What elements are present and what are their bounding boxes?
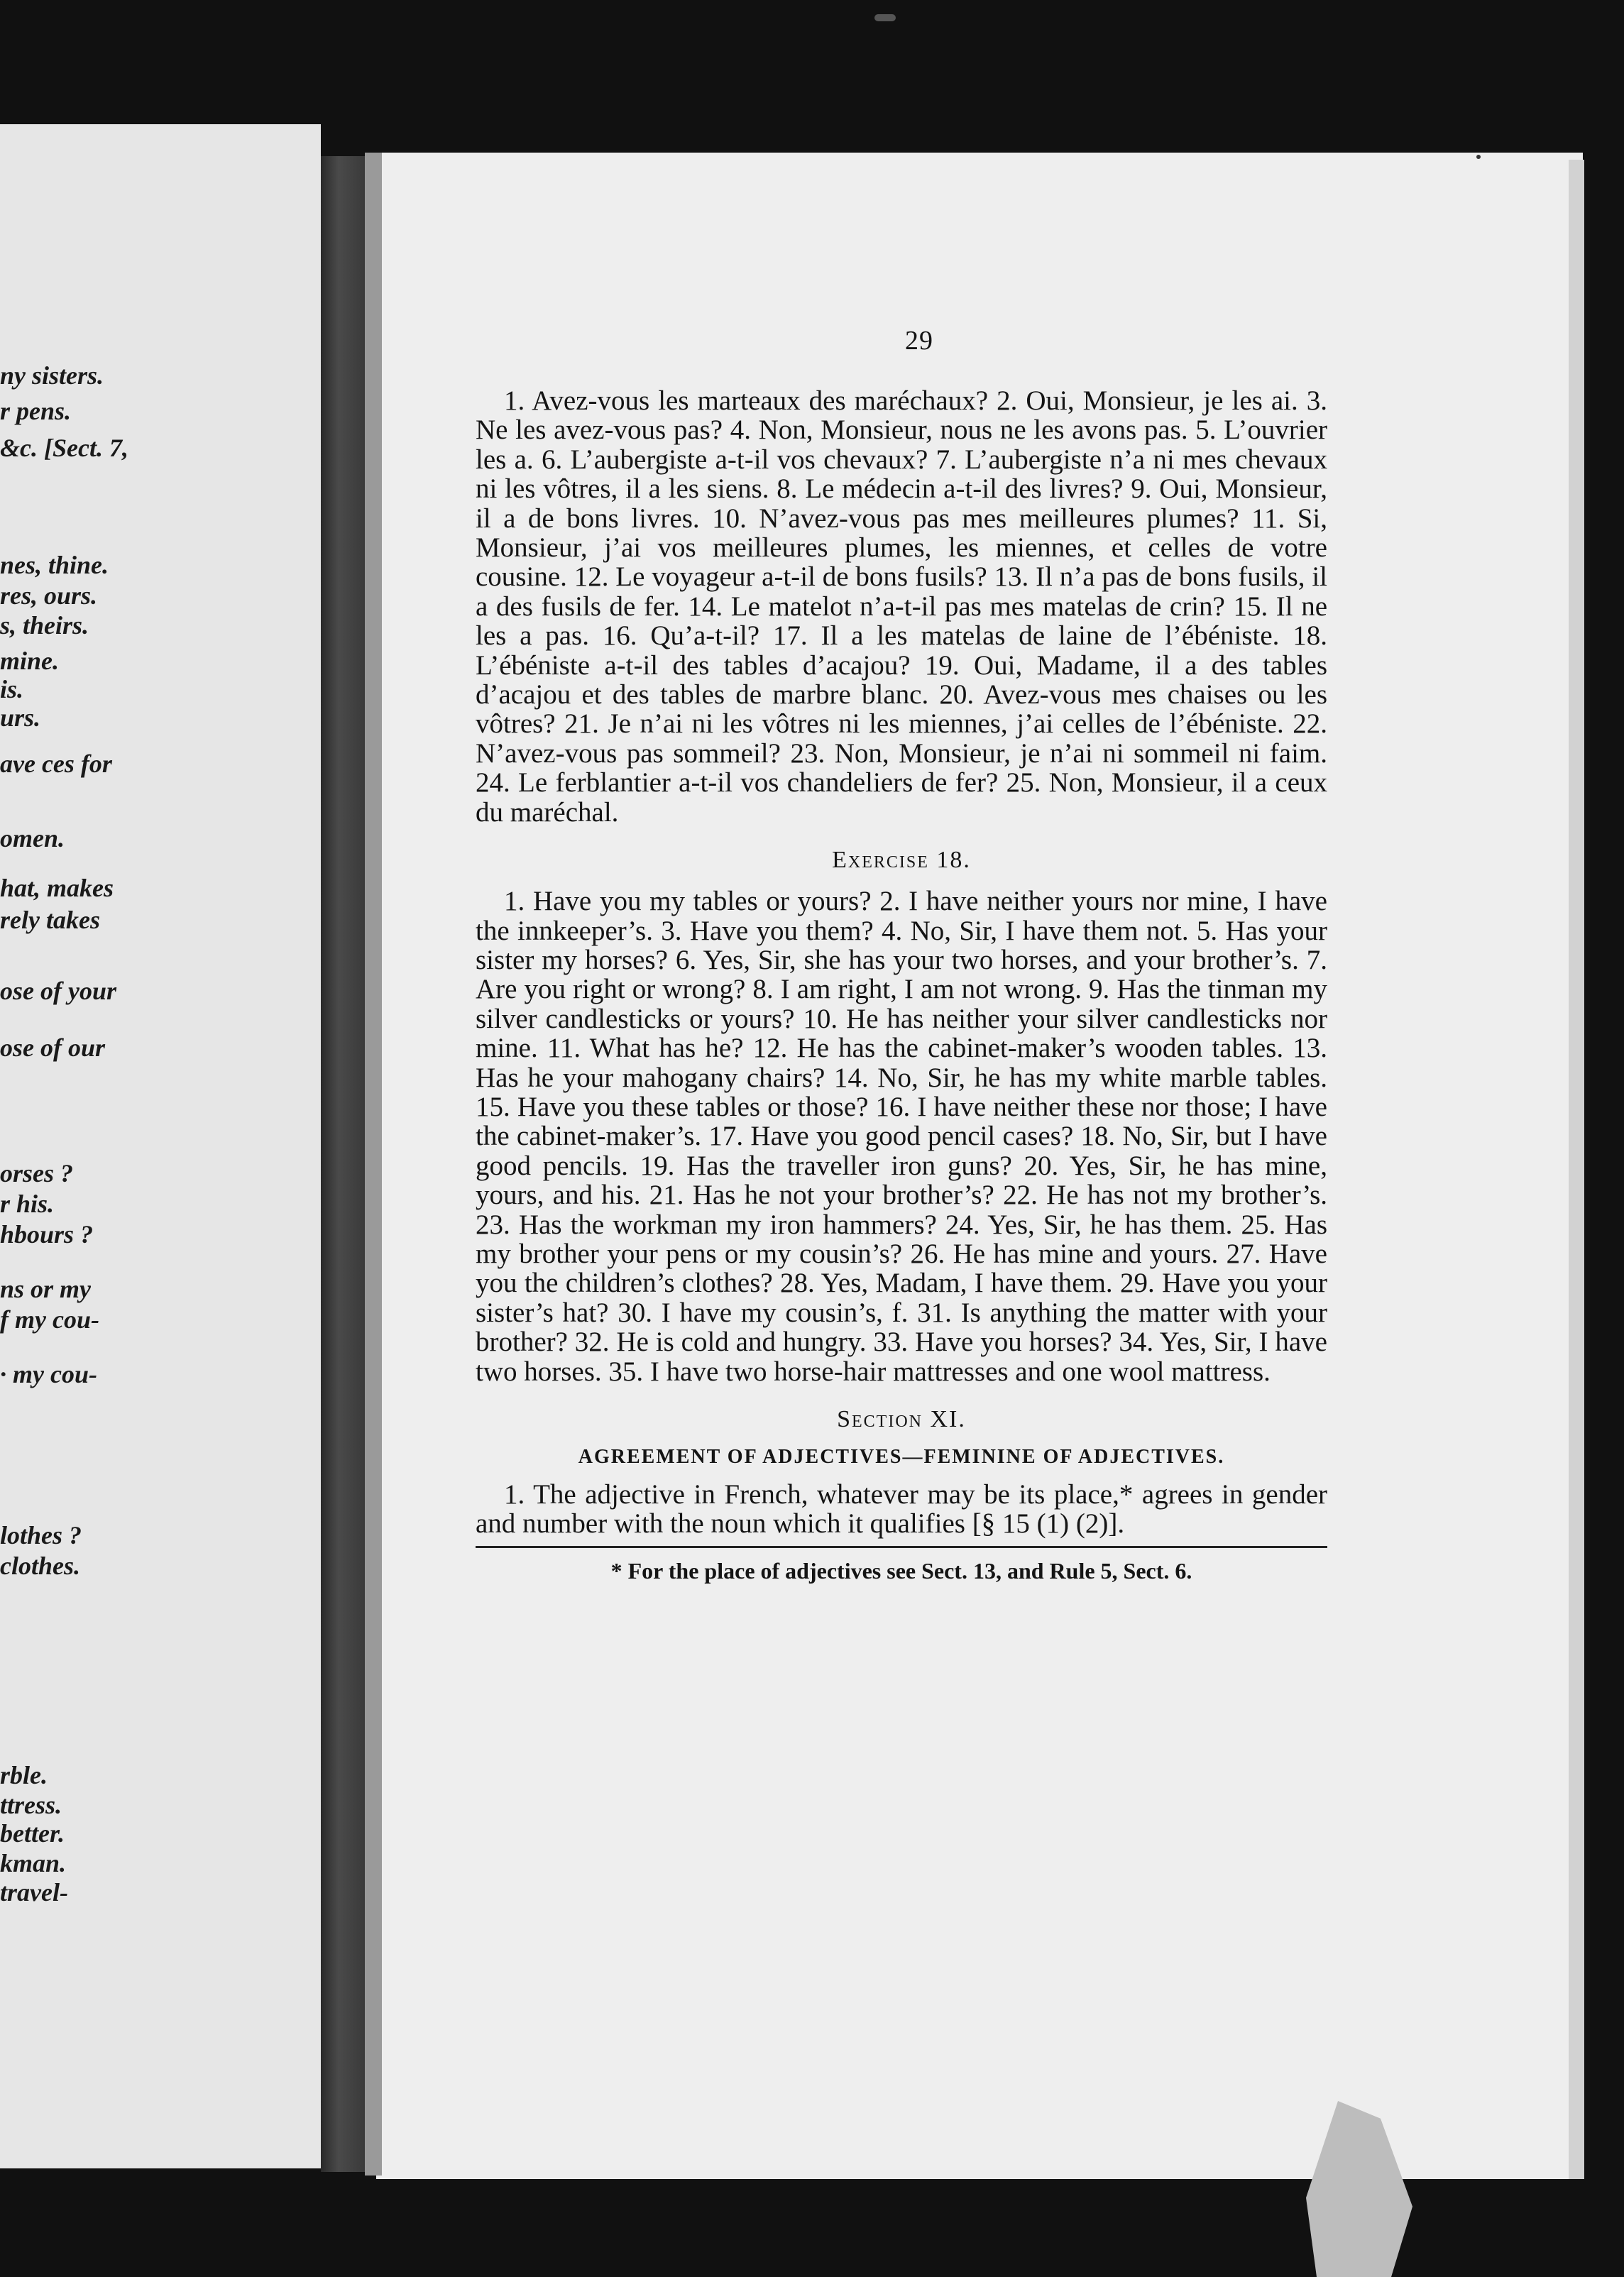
left-page-line: rble. [0,1761,48,1789]
left-page-line: ose of our [0,1033,106,1062]
left-page-line: lothes ? [0,1521,82,1549]
left-page-line: is. [0,675,24,703]
speck [874,14,896,21]
left-page-line: res, ours. [0,581,98,610]
left-page-line: s, theirs. [0,611,89,640]
french-exercise-paragraph: 1. Avez-vous les marteaux des maréchaux? 2. Oui, Monsieur, je les ai. 3. Ne les avez-vous pas? 4. Non, Monsieur, nous ne les avons pas. 5. L’ouvrier les a. 6. L’aubergiste a-t-il vos chevaux? 7. L’aubergiste n’a ni mes chevaux ni les vôtres, il a les siens. 8. Le médecin a-t-il des livres? 9. Oui, Monsieur, il a de bons livres. 10. N’avez-vous pas mes meilleures plumes? 11. Si, Monsieur, j’ai vos meilleures plumes, les miennes, et celles de votre cousine. 12. Le voyageur a-t-il de bons fusils? 13. Il n’a pas de bons fusils, il a des fusils de fer. 14. Le matelot n’a-t-il pas mes matelas de crin? 15. Il ne les a pas. 16. Qu’a-t-il? 17. Il a les matelas de laine de l’ébéniste. 18. L’ébéniste a-t-il des tables d’acajou? 19. Oui, Madame, il a des tables d’acajou et des tables de marbre blanc. 20. Avez-vous mes chaises ou les vôtres? 21. Je n’ai ni les vôtres ni les miennes, j’ai celles de l’ébéniste. 22. N’avez-vous pas sommeil? 23. Non, Monsieur, je n’ai ni sommeil ni faim. 24. Le ferblantier a-t-il vos chandeliers de fer? 25. Non, Monsieur, il a ceux du maréchal. [476,385,1327,828]
left-page-line: orses ? [0,1159,74,1187]
left-page-line: · my cou- [0,1360,97,1388]
left-page-line: ose of your [0,977,116,1005]
exercise-heading: Exercise 18. [832,847,971,874]
left-page-line: nes, thine. [0,551,109,579]
left-page-line: urs. [0,703,41,732]
left-page-line: omen. [0,824,65,852]
left-page-line: ttress. [0,1791,62,1819]
section-paragraph: 1. The adjective in French, whatever may be its place,* agrees in gender and number with the noun which it qualifies [§ 15 (1) (2)]. [476,1479,1327,1540]
left-page-line: mine. [0,647,60,675]
section-subheading: AGREEMENT OF ADJECTIVES—FEMININE OF ADJECTIVES. [578,1446,1225,1468]
left-page-line: ny sisters. [0,361,104,390]
speck [1476,155,1481,159]
left-page-line: r his. [0,1190,55,1218]
left-page-line: hat, makes [0,874,114,902]
footnote: * For the place of adjectives see Sect. 13, and Rule 5, Sect. 6. [610,1557,1192,1584]
left-page-text [0,124,321,2168]
left-page-line: ns or my [0,1275,92,1303]
left-page-line: &c. [Sect. 7, [0,434,128,462]
left-page-line: rely takes [0,906,100,934]
footnote-rule [476,1546,1327,1548]
page-number: 29 [905,326,933,356]
left-page-line: f my cou- [0,1305,99,1334]
left-page-line: clothes. [0,1552,80,1580]
section-heading: Section XI. [837,1406,966,1432]
book-gutter [321,156,365,2172]
page-content [476,325,1327,1584]
left-page-line: better. [0,1819,65,1848]
left-page-line: hbours ? [0,1220,94,1249]
left-page [0,124,321,2168]
left-page-line: ave ces for [0,750,112,778]
english-exercise-paragraph: 1. Have you my tables or yours? 2. I have neither yours nor mine, I have the innkeeper’s. 3. Have you them? 4. No, Sir, I have them not. 5. Has your sister my horses? 6. Yes, Sir, she has your two horses, and your brother’s. 7. Are you right or wrong? 8. I am right, I am not wrong. 9. Has the tinman my silver candlesticks or yours? 10. He has neither your silver candlesticks nor mine. 11. What has he? 12. He has the cabinet-maker’s wooden tables. 13. Has he your mahogany chairs? 14. No, Sir, he has my white marble tables. 15. Have you these tables or those? 16. I have neither these nor those; I have the cabinet-maker’s. 17. Have you good pencil cases? 18. No, Sir, but I have good pencils. 19. Has the traveller iron guns? 20. Yes, Sir, he has mine, yours, and his. 21. Has he not your brother’s? 22. He has not my brother’s. 23. Has the workman my iron hammers? 24. Yes, Sir, he has them. 25. Has my brother your pens or my cousin’s? 26. He has mine and yours. 27. Have you the children’s clothes? 28. Yes, Madam, I have them. 29. Have you your sister’s hat? 30. I have my cousin’s, f. 31. Is anything the matter with your brother? 32. He is cold and hungry. 33. Have you horses? 34. Yes, Sir, I have two horses. 35. I have two horse-hair mattresses and one wool mattress. [476,886,1327,1387]
page-edge [1569,160,1584,2179]
left-page-line: r pens. [0,397,72,425]
left-page-line: travel- [0,1878,68,1906]
left-page-line: kman. [0,1849,67,1877]
gutter-shadow [365,153,382,2176]
